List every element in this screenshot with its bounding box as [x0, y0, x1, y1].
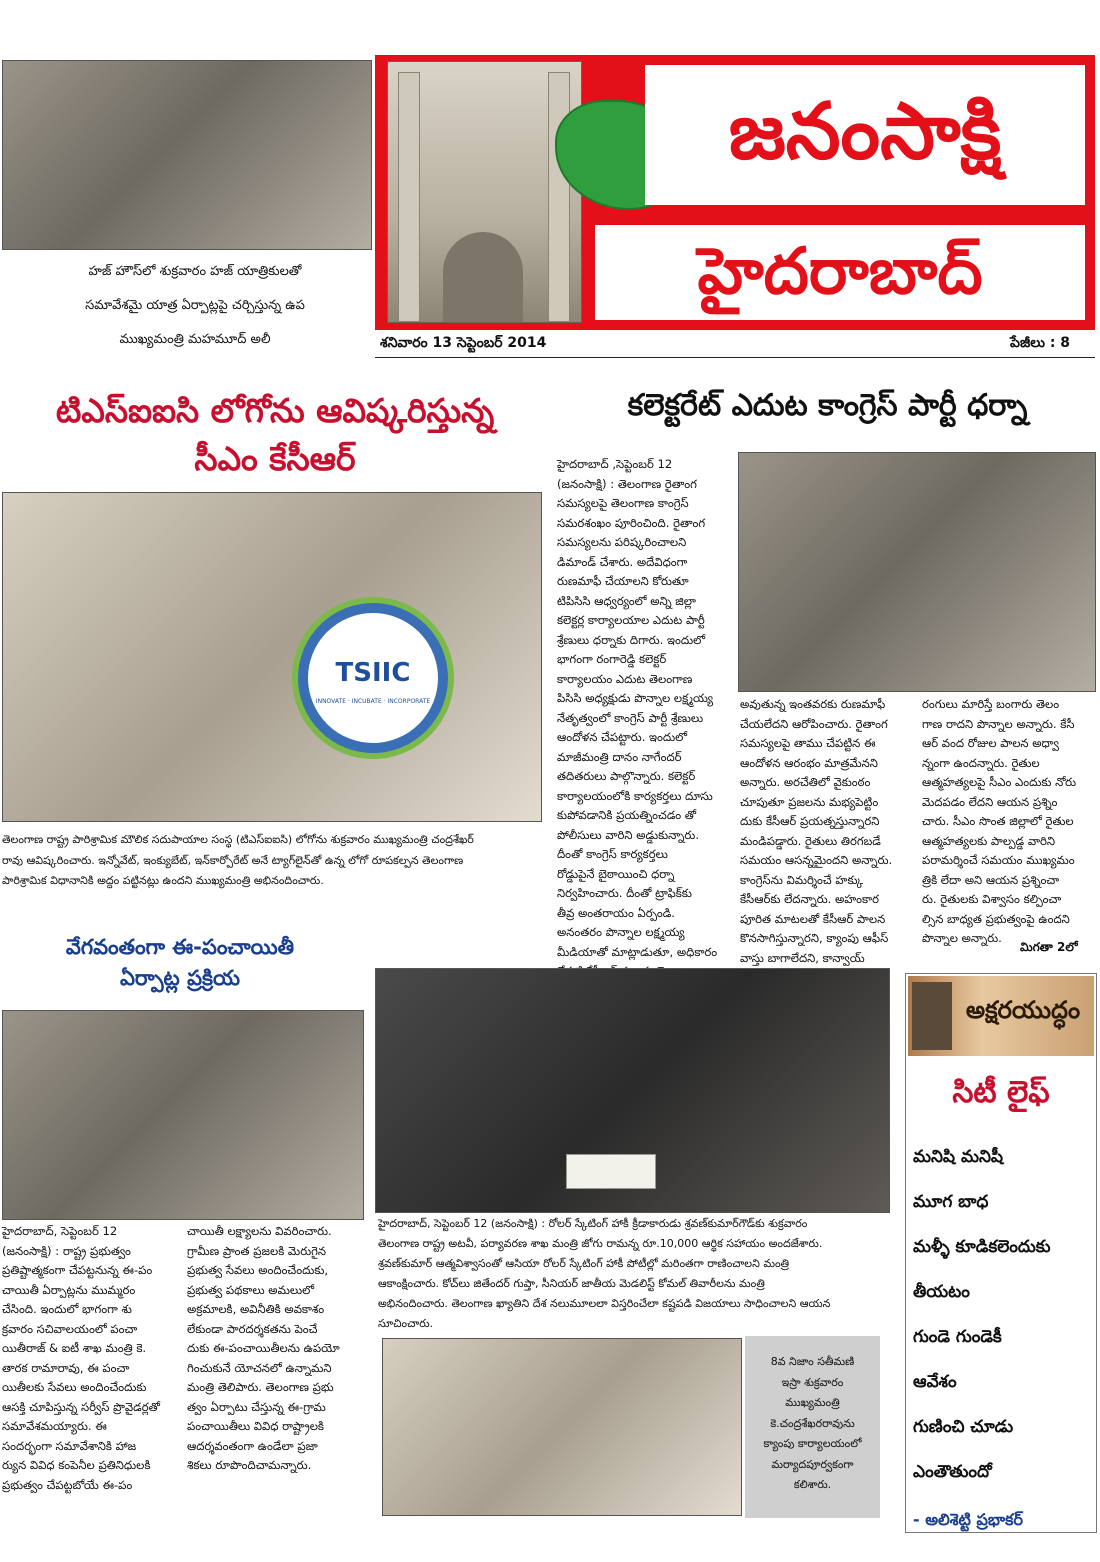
poem-line: మనిషి మనిషీ — [913, 1147, 1004, 1167]
text-line: డిమాండ్ చేశారు. అదేవిధంగా — [557, 554, 688, 569]
masthead-pages: పేజీలు : 8 — [1010, 335, 1071, 351]
text-line: పంచాయితీలు వివిధ రాష్ట్రాలకి — [187, 1419, 324, 1433]
text-line: ఆసక్తి చూపిస్తున్న సర్వీస్ ప్రొవైడర్లతో — [2, 1399, 160, 1414]
charminar-image — [387, 61, 582, 323]
skating-caption — [378, 1214, 893, 1334]
poem-line: ఎంతౌతుందో — [913, 1462, 992, 1482]
text-line: ర్యున వివిధ కంపెనీల ప్రతినిధులకి — [2, 1458, 151, 1472]
poem-line: గుండె గుండెకీ — [913, 1327, 1002, 1347]
text-line: పరామర్శించే సమయం ముఖ్యమం — [922, 853, 1075, 867]
text-line: ఆందోళన ఆరంభం మాత్రమేనని — [740, 755, 878, 770]
masthead-title: జనంసాక్షి — [728, 87, 1002, 177]
poem-line: మళ్ళీ కూడికలెందుకు — [913, 1237, 1051, 1257]
text-line: కేసీఆర్‌కు లేదన్నారు. అహంకార — [740, 892, 879, 906]
text-line: తారక రామారావు, ఈ పంచా — [2, 1360, 130, 1375]
text-line: సమావేశమయ్యారు. ఈ — [2, 1419, 107, 1433]
text-line: హైదరాబాద్ ,సెప్టెంబర్ 12 — [557, 457, 673, 471]
text-line: దుకు కేసీఆర్ ప్రయత్నస్తున్నారని — [740, 814, 880, 828]
text-line: త్రికి లేదా అని ఆయన ప్రశ్నించా — [922, 872, 1060, 887]
text-line: చూపుతూ ప్రజలను మభ్యపెట్టిం — [740, 794, 879, 809]
caption-line: రావు ఆవిష్కరించారు. ఇన్నోవేట్, ఇంక్యుబేట్, ఇన్‌కార్పోరేట్ అనే ట్యాగ్‌లైన్‌తో ఉన్న లోగో రూపకల్పన తెలంగాణ — [2, 853, 464, 867]
text-line: అనంతరం పొన్నాల లక్ష్మయ్య — [557, 925, 685, 939]
text-line: (జనంసాక్షి) : తెలంగాణ రైతాంగ — [557, 476, 697, 491]
text-line: యితీరాజ్ & ఐటీ శాఖ మంత్రి కె. — [2, 1341, 147, 1355]
poem-line: మూగ బాధ — [913, 1192, 989, 1212]
text-line: నిర్వహించారు. దీంతో ట్రాఫిక్‌కు — [557, 886, 692, 900]
text-line: చాయితీ ఏర్పాట్లను ముమ్మరం — [2, 1282, 136, 1297]
text-line: ఆత్మహత్యలపై సీఎం ఎందుకు నోరు — [922, 775, 1076, 789]
text-line: రోడ్డుపైనే బైఠాయించి ధర్నా — [557, 866, 675, 881]
epanchayat-headline-1: వేగవంతంగా ఈ-పంచాయితీ — [65, 935, 295, 959]
cheque — [566, 1154, 656, 1189]
text-line: టిపిసిసి ఆధ్వర్యంలో అన్ని జిల్లా — [557, 593, 696, 608]
congress-dharna-photo — [738, 452, 1096, 692]
text-line: చేసింది. ఇందులో భాగంగా శు — [2, 1302, 132, 1316]
caption-line: 8వ నిజాం సతీమణి — [770, 1355, 855, 1368]
text-line: భాగంగా రంగారెడ్డి కలెక్టర్ — [557, 652, 667, 666]
caption-line: ఇస్రా శుక్రవారం — [781, 1375, 844, 1389]
congress-col-3 — [922, 695, 1094, 945]
text-line: కలెక్టర్ల కార్యాలయాల ఎదుట పార్టీ — [557, 613, 705, 627]
text-line: ప్రభుత్వ పథకాలు అమలులో — [187, 1282, 315, 1297]
tsiic-caption — [2, 830, 547, 892]
text-line: కుపోవడానికి ప్రయత్నించడం తో — [557, 808, 697, 822]
text-line: కొనసాగిస్తున్నారని, క్యాంపు ఆఫీస్ — [740, 931, 889, 945]
masthead — [375, 55, 1095, 330]
poem-banner — [908, 976, 1094, 1056]
continued-marker: మిగతా 2లో — [1020, 940, 1078, 954]
text-line: ఆర్ వంద రోజుల పాలన అధ్వా — [922, 736, 1059, 750]
caption-line: తెలంగాణ రాష్ట్ర పారిశ్రామిక మౌలిక సదుపాయాల సంస్థ (టిఎస్ఐఐసి) లోగోను శుక్రవారం ముఖ్యమంత్రి చంద్రశేఖర్ — [2, 833, 474, 846]
ktr-meeting-photo — [2, 1010, 364, 1220]
text-line: సమరశంఖం పూరించింది. రైతాంగ — [557, 515, 706, 530]
text-line: రంగులు మారిస్తే బంగారు తెలం — [922, 697, 1060, 711]
text-line: న్నంగా ఉందన్నారు. రైతుల — [922, 755, 1040, 770]
tsiic-logo-ring-text: INNOVATE · INCUBATE · INCORPORATE — [315, 698, 431, 705]
text-line: అన్నారు. అరచేతిలో వైకుంఠం — [740, 775, 871, 789]
text-line: సమయం ఆసన్నమైందని అన్నారు. — [740, 853, 893, 867]
text-line: అవుతున్న ఇంతవరకు రుణమాఫీ — [740, 697, 886, 711]
masthead-city: హైదరాబాద్ — [697, 235, 983, 309]
text-line: శ్రేణులు ధర్నాకు దిగారు. ఇందులో — [557, 632, 706, 647]
caption-line: శ్రవణ్‌కుమార్ ఆత్మవిశ్వాసంతో ఆసియా రోలర్ స్కేటింగ్ హాకీ పోటీల్లో మరింతగా రాణించాలని మంత్రి — [378, 1257, 790, 1270]
caption-line: తెలంగాణ రాష్ట్ర అటవీ, పర్యావరణ శాఖ మంత్రి జోగు రామన్న రూ.10,000 ఆర్థిక సహాయం అందజేశారు. — [378, 1237, 823, 1250]
tsiic-logo — [298, 603, 448, 753]
text-line: మంత్రి తెలిపారు. తెలంగాణ ప్రభు — [187, 1380, 334, 1394]
text-line: గించుకునే యోచనలో ఉన్నామని — [187, 1360, 332, 1375]
text-line: వాస్తు బాగాలేదని, కాన్వాయ్ — [740, 950, 865, 965]
caption-line: అభినందించారు. తెలంగాణ ఖ్యాతిని దేశ నలుమూలలా విస్తరించేలా కష్టపడి విజయాలు సాధించాలని ఆయన — [378, 1297, 831, 1310]
congress-col-1 — [557, 455, 734, 970]
text-line: చేయలేదని ఆరోపించారు. రైతాంగ — [740, 716, 888, 731]
text-line: మండిపడ్డారు. రైతులు తిరగబడే — [740, 833, 881, 848]
poem-line: ఆవేశం — [913, 1372, 957, 1392]
masthead-date: శనివారం 13 సెప్టెంబర్ 2014 — [380, 335, 547, 351]
poem-author: - అలిశెట్టి ప్రభాకర్ — [913, 1510, 1023, 1529]
text-line: చారు. సీఎం సొంత జిల్లాలో రైతుల — [922, 814, 1074, 828]
text-line: సమస్యలపై తెలంగాణ కాంగ్రెస్ — [557, 496, 689, 510]
text-line: (జనంసాక్షి) : రాష్ట్ర ప్రభుత్వం — [2, 1243, 131, 1258]
poem-line: గుణించి చూడు — [913, 1417, 1014, 1437]
text-line: గాణ రాదని పొన్నాల అన్నారు. కేసీ — [922, 716, 1075, 731]
caption-line: సూచించారు. — [378, 1317, 434, 1330]
text-line: తదితరులు పాల్గొన్నారు. కలెక్టర్ — [557, 769, 696, 783]
poem-banner-title: అక్షరయుద్ధం — [965, 996, 1081, 1024]
text-line: పొన్నాల అన్నారు. — [922, 931, 1002, 945]
text-line: రు. రైతులకు విశ్వాసం కల్పించా — [922, 892, 1062, 906]
caption-line: హైదరాబాద్, సెప్టెంబర్ 12 (జనంసాక్షి) : రోలర్ స్కేటింగ్ హాకీ క్రీడాకారుడు శ్రవణ్‌కుమార్‌గౌడ్‌కు శుక్రవారం — [378, 1217, 808, 1230]
caption-line: ఆకాంక్షించారు. కోచ్‌లు జితేందర్ గుప్తా, సీనియర్ జాతీయ మెడలిస్ట్ కోమల్ తివారీలను మంత్రి — [378, 1277, 765, 1290]
nizam-caption — [745, 1352, 880, 1496]
tsiic-headline-2: సీఎం కేసీఆర్ — [194, 439, 356, 478]
text-line: తీవ్ర అంతరాయం ఏర్పండి. — [557, 905, 675, 920]
epanchayat-headline-2: ఏర్పాట్ల ప్రక్రియ — [120, 966, 240, 990]
text-line: సమస్యలపై తాము చేపట్టిన ఈ — [740, 736, 876, 750]
text-line: ప్రభుత్వం చేపట్టబోయే ఈ-పం — [2, 1477, 133, 1492]
caption-line: కె.చంద్రశేఖరరావును — [770, 1416, 855, 1430]
text-line: క్రవారం సచివాలయంలో పంచా — [2, 1321, 138, 1336]
caption-line: పారిశ్రామిక విధానానికి అద్దం పట్టినట్లు ఉందని ముఖ్యమంత్రి అభినందించారు. — [2, 874, 324, 887]
text-line: కార్యాలయం ఎదుట తెలంగాణ — [557, 671, 693, 686]
text-line: మెదపడం లేదని ఆయన ప్రశ్నిం — [922, 794, 1058, 809]
poem-title: సిటీ లైఫ్ — [952, 1075, 1050, 1110]
caption-line: మర్యాదపూర్వకంగా — [771, 1457, 854, 1471]
epanchayat-col-1 — [2, 1222, 180, 1562]
text-line: ల్సిన బాధ్యత ప్రభుత్వంపై ఉందని — [922, 911, 1070, 926]
text-line: దీంతో కాంగ్రెస్ కార్యకర్తలు — [557, 847, 668, 861]
poem-lines — [913, 1135, 1095, 1495]
tsiic-logo-photo — [2, 492, 542, 822]
nizam-visit-photo — [382, 1338, 742, 1516]
text-line: త్వం ఏర్పాటు చేస్తున్న ఈ-గ్రామ — [187, 1399, 326, 1414]
masthead-rule — [375, 357, 1095, 358]
tsiic-logo-text: TSIIC — [335, 658, 411, 688]
caption-line: ముఖ్యమంత్రి — [785, 1396, 840, 1409]
text-line: సమస్యలను పరిష్కరించాలని — [557, 535, 687, 549]
congress-headline: కలెక్టరేట్ ఎదుట కాంగ్రెస్ పార్టీ ధర్నా — [627, 388, 1028, 423]
text-line: దుకు ఈ-పంచాయితీలను ఉపయో — [187, 1341, 340, 1355]
text-line: ఆత్మహత్యలకు పాల్పడ్డ వారిని — [922, 833, 1055, 848]
haj-house-photo — [2, 60, 372, 250]
poem-line: తీయటం — [913, 1282, 970, 1302]
text-line: గ్రామీణ ప్రాంత ప్రజలకి మెరుగైన — [187, 1243, 326, 1258]
text-line: హైదరాబాద్, సెప్టెంబర్ 12 — [2, 1224, 118, 1238]
tsiic-headline-1: టిఎస్ఐఐసి లోగోను ఆవిష్కరిస్తున్న — [55, 391, 495, 430]
text-line: మీడియాతో మాట్లాడుతూ, అధికారం — [557, 944, 718, 959]
text-line: ఆదర్శవంతంగా ఉండేలా ప్రజా — [187, 1438, 318, 1453]
text-line: పూరిత మాటలతో కేసీఆర్ పాలన — [740, 911, 886, 926]
text-line: రుణమాఫీ చేయాలని కోరుతూ — [557, 574, 689, 588]
caption-line: క్యాంపు కార్యాలయంలో — [763, 1437, 862, 1450]
skating-cheque-photo — [375, 968, 890, 1213]
text-line: ప్రభుత్వ సేవలు అందించేందుకు, — [187, 1263, 329, 1277]
text-line: నేతృత్వంలో కాంగ్రెస్ పార్టీ శ్రేణులు — [557, 710, 704, 725]
caption-line: కలిశారు. — [793, 1478, 832, 1491]
caption-line: హజ్ హౌస్‌లో శుక్రవారం హజ్ యాత్రికులతో — [88, 264, 302, 279]
text-line: ప్రతిష్టాత్మకంగా చేపట్టనున్న ఈ-పం — [2, 1263, 153, 1277]
text-line: సందర్భంగా సమావేశానికి హాజ — [2, 1438, 137, 1453]
text-line: కాంగ్రెస్‌ను విమర్శించే హక్కు — [740, 872, 863, 887]
text-line: పిసిసి అధ్యక్షుడు పొన్నాల లక్ష్మయ్య — [557, 691, 714, 705]
caption-line: సమావేశమై యాత్ర ఏర్పాట్లపై చర్చిస్తున్న ఉప — [85, 298, 305, 313]
caption-line: ముఖ్యమంత్రి మహమూద్ అలీ — [119, 332, 271, 347]
text-line: చాయితీ లక్ష్యాలను వివరించారు. — [187, 1224, 332, 1238]
congress-col-2 — [740, 695, 915, 970]
haj-photo-caption — [30, 255, 360, 357]
text-line: శికలు రూపొందిచామన్నారు. — [187, 1458, 312, 1472]
epanchayat-col-2 — [187, 1222, 365, 1562]
text-line: యితీలకు సేవలు అందించేందుకు — [2, 1380, 147, 1394]
text-line: అక్రమాలకి, అవినీతికి అవకాశం — [187, 1302, 325, 1316]
text-line: పోలీసులు వారిని అడ్డుకున్నారు. — [557, 827, 700, 842]
text-line: కార్యాలయంలోకి కార్యకర్తలు దూసు — [557, 788, 713, 803]
text-line: మాజీమంత్రి దానం నాగేందర్ — [557, 749, 682, 764]
poet-portrait — [912, 982, 952, 1050]
text-line: లేకుండా పారదర్శకతను పెంచే — [187, 1321, 318, 1336]
text-line: ఆందోళన చేపట్టారు. ఇందులో — [557, 730, 688, 744]
